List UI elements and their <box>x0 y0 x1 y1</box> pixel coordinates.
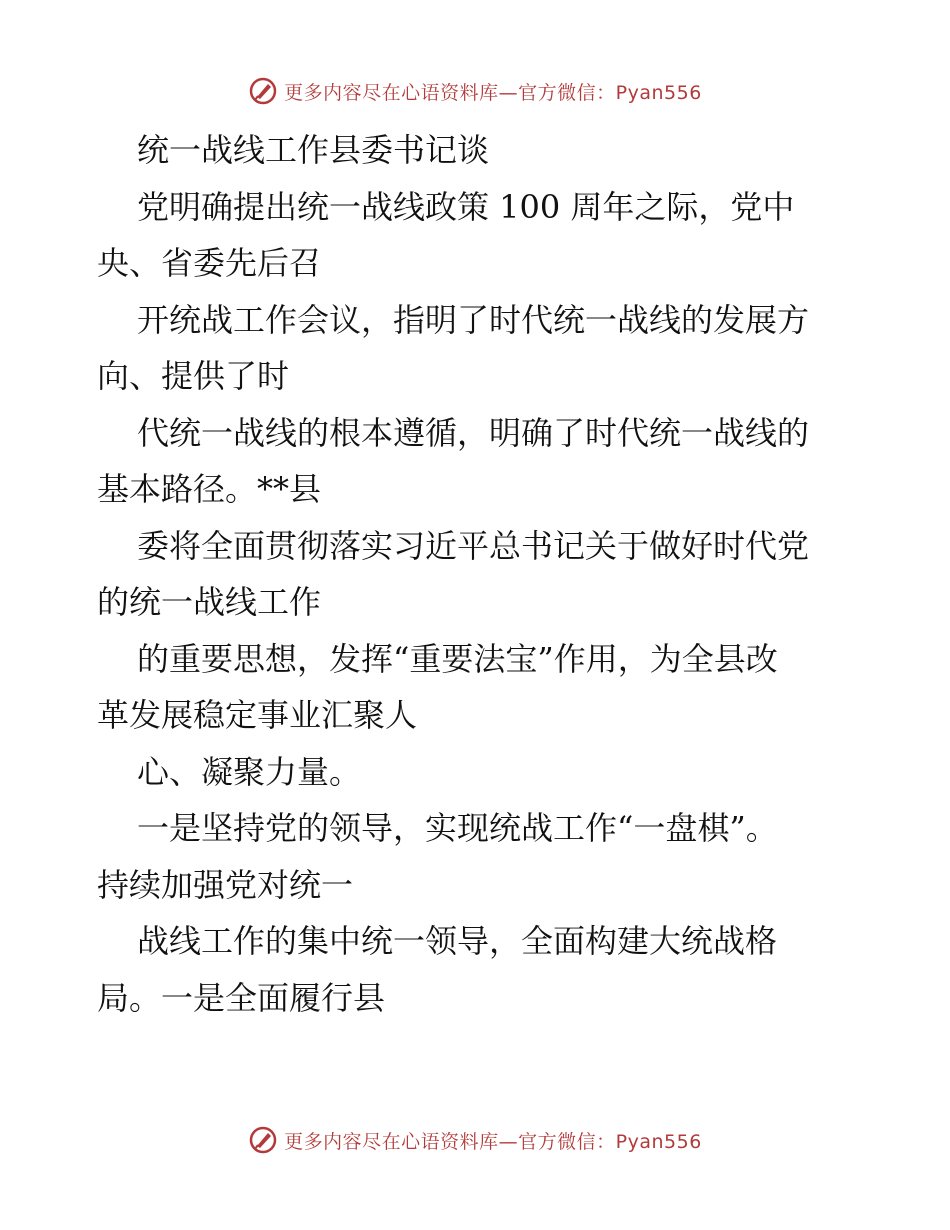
text-line: 基本路径。**县 <box>97 470 322 508</box>
text-line: 心、凝聚力量。 <box>137 752 362 791</box>
text-line: 代统一战线的根本遵循，明确了时代统一战线的 <box>137 413 810 452</box>
text-line: 一是坚持党的领导，实现统战工作“一盘棋”。 <box>137 809 778 847</box>
text-line: 的统一战线工作 <box>97 583 322 621</box>
text-line: 统一战线工作县委书记谈 <box>137 131 490 169</box>
text-line: 党明确提出统一战线政策 100 周年之际，党中 <box>137 187 795 226</box>
text-line: 的重要思想，发挥“重要法宝”作用，为全县改 <box>137 639 778 678</box>
text-line: 战线工作的集中统一领导，全面构建大统战格 <box>137 922 778 960</box>
text-line: 持续加强党对统一 <box>97 865 354 904</box>
footer-banner <box>0 1120 950 1160</box>
text-line: 革发展稳定事业汇聚人 <box>97 696 418 734</box>
footer-banner-text: 更多内容尽在心语资料库—官方微信：Pyan556 <box>284 1130 702 1153</box>
quill-pen-logo-icon <box>248 1125 278 1155</box>
text-line: 向、提供了时 <box>97 357 290 395</box>
header-banner-text: 更多内容尽在心语资料库—官方微信：Pyan556 <box>284 81 702 104</box>
text-line: 央、省委先后召 <box>97 244 322 282</box>
text-line: 开统战工作会议，指明了时代统一战线的发展方 <box>137 300 810 339</box>
document-body <box>97 122 867 1026</box>
header-banner <box>0 71 950 111</box>
text-line: 局。一是全面履行县 <box>97 978 386 1017</box>
text-line: 委将全面贯彻落实习近平总书记关于做好时代党 <box>137 526 810 565</box>
quill-pen-logo-icon <box>248 76 278 106</box>
